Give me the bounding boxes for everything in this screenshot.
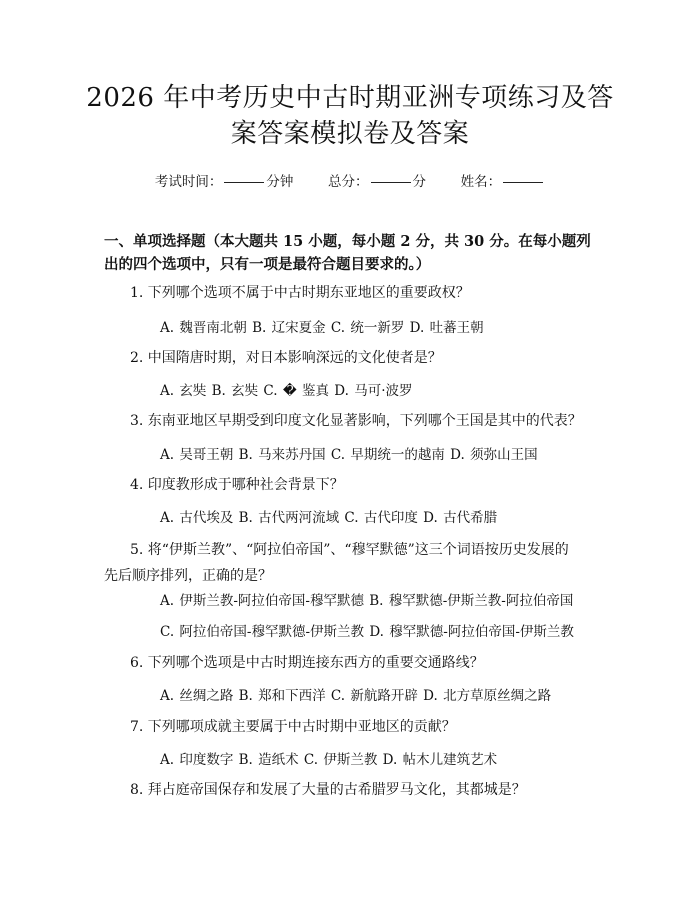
- question-options: C. 阿拉伯帝国-穆罕默德-伊斯兰教 D. 穆罕默德-阿拉伯帝国-伊斯兰教: [160, 624, 574, 640]
- score-blank: [371, 182, 411, 183]
- question-options: A. 玄奘 B. 玄奘 C. � 鉴真 D. 马可·波罗: [160, 383, 413, 399]
- question-stem: 2. 中国隋唐时期，对日本影响深远的文化使者是？: [130, 350, 442, 366]
- question-stem: 6. 下列哪个选项是中古时期连接东西方的重要交通路线？: [130, 655, 484, 671]
- time-blank: [224, 182, 264, 183]
- question-stem: 8. 拜占庭帝国保存和发展了大量的古希腊罗马文化，其都城是？: [130, 782, 526, 798]
- question-stem: 1. 下列哪个选项不属于中古时期东亚地区的重要政权？: [130, 285, 470, 301]
- question-options: A. 丝绸之路 B. 郑和下西洋 C. 新航路开辟 D. 北方草原丝绸之路: [160, 688, 552, 704]
- page-title-line-2: 案答案模拟卷及答案: [230, 119, 470, 149]
- section-heading: 一、单项选择题（本大题共 15 小题，每小题 2 分，共 30 分。在每小题列出的四个选项中，只有一项是最符合题目要求的。）: [104, 233, 591, 273]
- question-options: A. 魏晋南北朝 B. 辽宋夏金 C. 统一新罗 D. 吐蕃王朝: [160, 320, 484, 336]
- score-unit: 分: [412, 174, 426, 190]
- time-unit: 分钟: [266, 174, 294, 190]
- question-stem: 7. 下列哪项成就主要属于中古时期中亚地区的贡献？: [130, 719, 456, 735]
- question-stem: 3. 东南亚地区早期受到印度文化显著影响，下列哪个王国是其中的代表？: [130, 413, 582, 429]
- question-options: A. 吴哥王朝 B. 马来苏丹国 C. 早期统一的越南 D. 须弥山王国: [160, 447, 538, 463]
- name-label: 姓名：: [460, 174, 502, 190]
- page-title-line-1: 2026 年中考历史中古时期亚洲专项练习及答: [86, 83, 614, 113]
- score-label: 总分：: [328, 174, 369, 190]
- time-label: 考试时间：: [154, 174, 223, 190]
- question-options: A. 印度数字 B. 造纸术 C. 伊斯兰教 D. 帖木儿建筑艺术: [160, 752, 498, 768]
- question-stem: 5. 将“伊斯兰教”、“阿拉伯帝国”、“穆罕默德”这三个词语按历史发展的先后顺序排列，正确的是？: [104, 542, 569, 584]
- exam-info-row: [0, 170, 700, 190]
- name-blank: [503, 182, 543, 183]
- question-options: A. 伊斯兰教-阿拉伯帝国-穆罕默德 B. 穆罕默德-伊斯兰教-阿拉伯帝国: [160, 593, 574, 609]
- question-options: A. 古代埃及 B. 古代两河流域 C. 古代印度 D. 古代希腊: [160, 510, 498, 526]
- question-stem: 4. 印度教形成于哪种社会背景下？: [130, 477, 344, 493]
